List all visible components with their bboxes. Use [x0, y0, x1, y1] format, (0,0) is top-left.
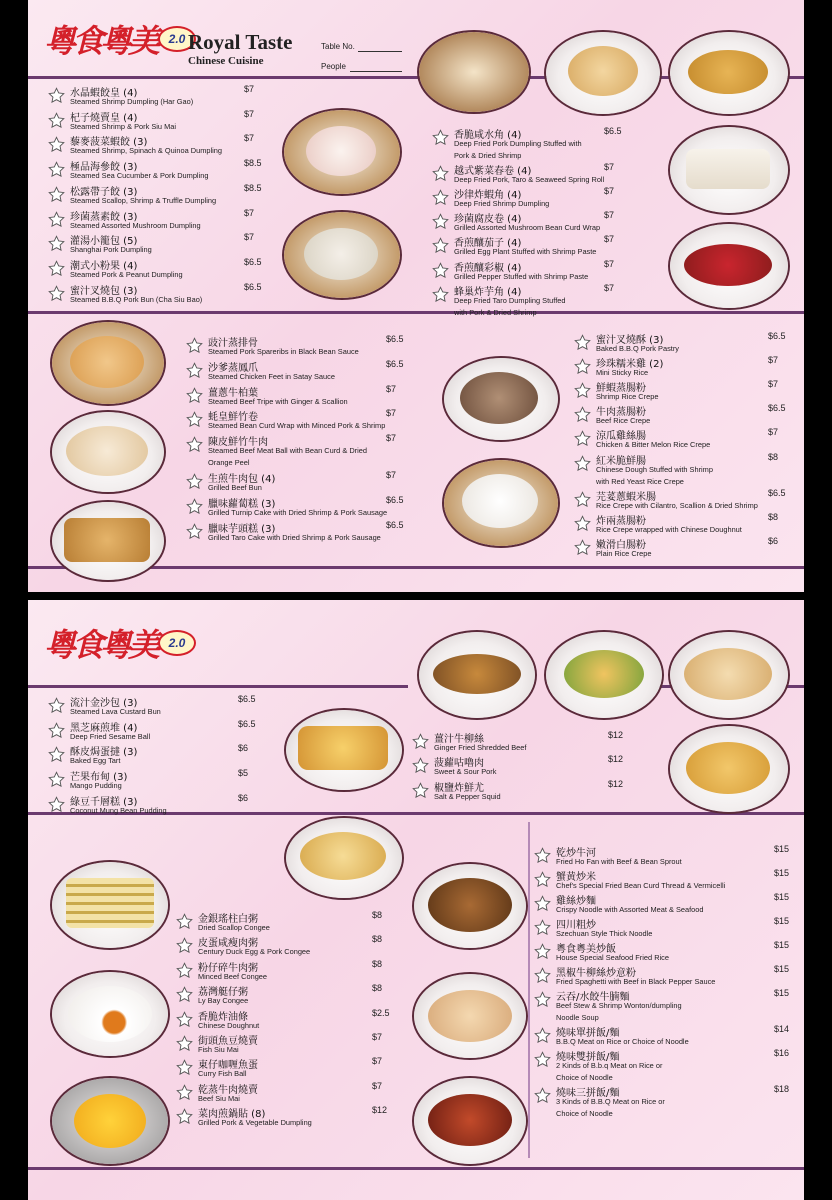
- dish-price: $12: [608, 754, 624, 765]
- dish-price: $7: [244, 207, 255, 218]
- people-label: People: [321, 62, 346, 71]
- dish-name-chinese: 杞子燒賣皇 (4): [70, 112, 138, 124]
- star-outline-icon: [48, 722, 65, 738]
- dish-name-english-line2: Orange Peel: [208, 458, 250, 468]
- dish-name-english: Baked B.B.Q Pork Pastry: [596, 344, 679, 353]
- dish-name-english: Fish Siu Mai: [198, 1045, 239, 1054]
- dish-name-english: 2 Kinds of B.b.q Meat on Rice or: [556, 1061, 663, 1070]
- star-outline-icon: [176, 913, 193, 929]
- food-photo-bbq-pork-buns: [442, 458, 560, 548]
- food-photo-mango-pudding: [50, 1076, 170, 1166]
- dish-price: $7: [604, 258, 615, 269]
- dish-name-english: Steamed Beef Tripe with Ginger & Scallion: [208, 396, 348, 406]
- food-photo-fried-dumplings: [668, 30, 790, 116]
- food-photo-layer-cake: [50, 860, 170, 950]
- food-photo-stuffed-peppers-2: [544, 630, 664, 720]
- star-outline-icon: [534, 1027, 551, 1043]
- food-photo-siu-mai: [50, 320, 166, 406]
- logo-badge: 2.0: [158, 630, 196, 656]
- dish-name-english: Steamed Assorted Mushroom Dumpling: [70, 220, 201, 230]
- dish-name-chinese: 炸兩蒸腸粉: [596, 515, 646, 527]
- dish-name-chinese: 香脆咸水角 (4): [454, 130, 522, 141]
- dish-price: $7: [372, 1032, 383, 1042]
- dish-name-english: Fried Spaghetti with Beef in Black Pepper Sauce: [556, 977, 716, 986]
- dish-name-chinese: 燒味單拼飯/麵: [556, 1028, 620, 1039]
- dish-name-english: Grilled Egg Plant Stuffed with Shrimp Paste: [454, 247, 597, 257]
- dish-price: $6.5: [768, 331, 786, 341]
- star-outline-icon: [48, 235, 65, 251]
- dish-name-english: Baked Egg Tart: [70, 756, 121, 766]
- dish-name-chinese: 乾蒸牛肉燒賣: [198, 1084, 258, 1096]
- star-outline-icon: [534, 871, 551, 887]
- dish-price: $7: [372, 1080, 383, 1091]
- logo-badge: 2.0: [158, 26, 196, 52]
- dish-price: $6.5: [238, 694, 256, 704]
- restaurant-subtitle: Chinese Cuisine: [188, 55, 264, 67]
- food-photo-spring-rolls: [417, 30, 531, 114]
- dish-name-chinese: 生煎牛肉包 (4): [208, 474, 276, 485]
- star-outline-icon: [534, 1051, 551, 1067]
- dish-name-chinese: 薑汁牛柳絲: [434, 734, 484, 745]
- dish-name-chinese: 蚝皇鮮竹卷: [208, 412, 258, 424]
- dish-name-english: Grilled Turnip Cake with Dried Shrimp & Pork Sausage: [208, 507, 388, 517]
- dish-name-chinese: 燒味三拼飯/麵: [556, 1088, 620, 1099]
- food-photo-custard-bun: [50, 970, 170, 1058]
- dish-price: $7: [768, 379, 779, 390]
- dish-name-chinese: 豉汁蒸排骨: [208, 338, 258, 349]
- dish-name-english: Steamed Shrimp, Spinach & Quinoa Dumpling: [70, 146, 222, 156]
- dish-name-chinese: 嫩滑白腸粉: [596, 539, 646, 551]
- dish-name-english: Deep Fried Sesame Ball: [70, 731, 151, 741]
- dish-name-chinese: 金銀瑤柱白粥: [198, 914, 258, 925]
- dish-name-chinese: 四川粗炒: [556, 920, 596, 931]
- dish-name-chinese: 酥皮焗蛋撻 (3): [70, 747, 138, 759]
- dish-name-chinese: 菜肉煎鍋貼 (8): [198, 1109, 266, 1121]
- dish-name-english: Szechuan Style Thick Noodle: [556, 929, 653, 938]
- dish-name-english-line2: with Red Yeast Rice Crepe: [596, 476, 684, 486]
- dish-price: $7: [372, 1056, 383, 1067]
- star-outline-icon: [48, 796, 65, 812]
- dish-name-chinese: 粉仔碎牛肉粥: [198, 962, 258, 974]
- star-outline-icon: [432, 286, 449, 302]
- dish-price: $15: [774, 868, 790, 878]
- dish-name-english: Fried Ho Fan with Beef & Bean Sprout: [556, 857, 682, 866]
- star-outline-icon: [574, 334, 591, 350]
- dish-name-english: Steamed Lava Custard Bun: [70, 707, 161, 716]
- dish-name-english: Plain Rice Crepe: [596, 548, 652, 558]
- dish-name-english: Sweet & Sour Pork: [434, 767, 497, 777]
- star-outline-icon: [176, 986, 193, 1002]
- dish-name-chinese: 云吞/水餃牛腩麵: [556, 992, 630, 1003]
- divider: [28, 685, 408, 688]
- dish-name-chinese: 芒果布甸 (3): [70, 772, 128, 784]
- star-outline-icon: [186, 436, 203, 452]
- dish-price: $15: [774, 892, 790, 902]
- star-outline-icon: [176, 1035, 193, 1051]
- dish-name-english: Chinese Doughnut: [198, 1020, 260, 1030]
- dish-name-english: Ginger Fried Shredded Beef: [434, 743, 527, 752]
- dish-name-english: Grilled Assorted Mushroom Bean Curd Wrap: [454, 223, 601, 233]
- star-outline-icon: [534, 919, 551, 935]
- dish-price: $8: [372, 934, 383, 945]
- dish-name-chinese: 牛肉蒸腸粉: [596, 407, 646, 419]
- dish-name-english: Beef Rice Crepe: [596, 416, 651, 426]
- star-outline-icon: [48, 112, 65, 128]
- dish-name-chinese: 蜜汁叉燒酥 (3): [596, 335, 664, 346]
- dish-name-english: Grilled Pepper Stuffed with Shrimp Paste: [454, 271, 589, 281]
- dish-name-english-line2: with Pork & Dried Shrimp: [454, 307, 537, 317]
- dish-name-english: Steamed Shrimp & Pork Siu Mai: [70, 121, 176, 131]
- star-outline-icon: [48, 771, 65, 787]
- dish-name-english-line2: Pork & Dried Shrimp: [454, 151, 522, 160]
- logo-text: 粵食粵美: [44, 626, 157, 664]
- food-photo-taro-dumplings: [544, 30, 662, 116]
- dish-name-english: Salt & Pepper Squid: [434, 791, 501, 801]
- star-outline-icon: [48, 161, 65, 177]
- dish-name-chinese: 燒味雙拼飯/麵: [556, 1052, 620, 1063]
- dish-name-english: Chef's Special Fried Bean Curd Thread & Vermicelli: [556, 881, 726, 890]
- star-outline-icon: [176, 1108, 193, 1124]
- dish-name-english-line2: Choice of Noodle: [556, 1073, 613, 1082]
- dish-name-chinese: 黑椒牛柳絲炒意粉: [556, 968, 636, 979]
- dish-name-english: Steamed Pork Spareribs in Black Bean Sauce: [208, 347, 359, 356]
- dish-price: $18: [774, 1084, 790, 1094]
- dish-name-english: Crispy Noodle with Assorted Meat & Seafood: [556, 905, 704, 914]
- star-outline-icon: [534, 991, 551, 1007]
- dish-name-chinese: 黑芝麻煎堆 (4): [70, 722, 138, 734]
- dish-name-english: Chinese Dough Stuffed with Shrimp: [596, 464, 713, 474]
- dish-name-english: Shrimp Rice Crepe: [596, 392, 659, 402]
- star-outline-icon: [574, 455, 591, 471]
- dish-price: $7: [604, 234, 615, 245]
- dish-price: $7: [386, 470, 397, 480]
- people-line: [350, 71, 402, 72]
- dish-name-chinese: 椒鹽炸鮮尤: [434, 782, 484, 794]
- dish-price: $6.5: [768, 403, 786, 414]
- star-outline-icon: [176, 1059, 193, 1075]
- star-outline-icon: [432, 213, 449, 229]
- dish-name-chinese: 薑蔥牛柏葉: [208, 387, 258, 399]
- food-photo-har-gao: [282, 108, 402, 196]
- star-outline-icon: [186, 473, 203, 489]
- dish-name-chinese: 臘味芋頭糕 (3): [208, 523, 276, 535]
- dish-name-chinese: 蟹黄炒米: [556, 872, 596, 883]
- dish-name-english: Mango Pudding: [70, 781, 122, 791]
- dish-name-chinese: 灌湯小籠包 (5): [70, 236, 138, 248]
- dish-price: $7: [604, 210, 615, 221]
- dish-name-english-line2: Choice of Noodle: [556, 1109, 613, 1118]
- dish-name-english-line2: Noodle Soup: [556, 1013, 599, 1022]
- dish-price: $6: [238, 792, 249, 803]
- dish-name-english: 3 Kinds of B.B.Q Meat on Rice or: [556, 1097, 665, 1106]
- star-outline-icon: [48, 87, 65, 103]
- star-outline-icon: [48, 746, 65, 762]
- dish-price: $15: [774, 964, 790, 974]
- dish-name-english: House Special Seafood Fried Rice: [556, 953, 669, 962]
- dish-price: $8.5: [244, 158, 262, 169]
- dish-name-chinese: 藜麥菠菜蝦餃 (3): [70, 137, 148, 149]
- dish-price: $5: [238, 768, 249, 779]
- dish-name-english: Steamed B.B.Q Pork Bun (Cha Siu Bao): [70, 294, 203, 304]
- dish-name-english: Ly Bay Congee: [198, 996, 249, 1006]
- star-outline-icon: [48, 211, 65, 227]
- dish-name-chinese: 陳皮鮮竹牛肉: [208, 437, 268, 449]
- dish-name-chinese: 東仔咖喱魚蛋: [198, 1060, 258, 1072]
- dish-name-chinese: 珍珠糯米雞 (2): [596, 359, 664, 371]
- star-outline-icon: [534, 967, 551, 983]
- dish-name-chinese: 水晶蝦餃皇 (4): [70, 88, 138, 99]
- food-photo-sticky-rice: [442, 356, 560, 442]
- star-outline-icon: [186, 362, 203, 378]
- table-number-label: Table No.: [321, 42, 355, 51]
- dish-name-english: Minced Beef Congee: [198, 971, 268, 981]
- dish-name-chinese: 香脆炸油條: [198, 1011, 248, 1023]
- star-outline-icon: [432, 165, 449, 181]
- dish-name-english: Grilled Pork & Vegetable Dumpling: [198, 1118, 312, 1128]
- food-photo-sesame-rolls: [284, 816, 404, 900]
- food-photo-turnip-cake: [50, 500, 166, 582]
- dish-name-english: Grilled Taro Cake with Dried Shrimp & Pork Sausage: [208, 532, 381, 542]
- dish-name-chinese: 雞絲炒麵: [556, 896, 596, 907]
- dish-price: $14: [774, 1024, 790, 1034]
- dish-name-english: Rice Crepe with Cilantro, Scallion & Dried Shrimp: [596, 500, 758, 510]
- dish-price: $2.5: [372, 1007, 390, 1018]
- dish-name-english: B.B.Q Meat on Rice or Choice of Noodle: [556, 1037, 689, 1046]
- dish-price: $6.5: [386, 519, 404, 530]
- dish-price: $6: [238, 743, 249, 754]
- star-outline-icon: [186, 411, 203, 427]
- dish-name-chinese: 紅米脆鮮腸: [596, 455, 646, 467]
- dish-price: $6.5: [244, 256, 262, 267]
- dish-name-chinese: 臘味蘿蔔糕 (3): [208, 498, 276, 510]
- dish-price: $15: [774, 916, 790, 926]
- dish-price: $6.5: [604, 126, 622, 136]
- dish-price: $7: [244, 133, 255, 144]
- food-photo-crispy-rolls: [417, 630, 537, 720]
- dish-price: $12: [372, 1105, 388, 1116]
- star-outline-icon: [412, 757, 429, 773]
- dish-name-english: Dried Scallop Congee: [198, 923, 270, 932]
- dish-price: $7: [604, 282, 615, 293]
- dish-name-english: Shanghai Pork Dumpling: [70, 245, 152, 255]
- star-outline-icon: [186, 337, 203, 353]
- dish-price: $6.5: [386, 358, 404, 369]
- dish-name-chinese: 沙爹蒸鳳爪: [208, 362, 258, 374]
- menu-page-top: [28, 0, 804, 592]
- dish-price: $8: [768, 511, 779, 522]
- dish-price: $8: [768, 451, 779, 462]
- dish-name-chinese: 皮蛋咸瘦肉粥: [198, 938, 258, 950]
- dish-name-chinese: 菠蘿咕嚕肉: [434, 758, 484, 770]
- dish-price: $12: [608, 730, 624, 740]
- dish-name-english: Steamed Bean Curd Wrap with Minced Pork & Shrimp: [208, 421, 386, 431]
- dish-name-chinese: 芫荽蔥蝦米腸: [596, 491, 656, 503]
- restaurant-logo: [44, 620, 196, 666]
- star-outline-icon: [186, 498, 203, 514]
- dish-price: $6: [768, 535, 779, 546]
- dish-name-english: Curry Fish Ball: [198, 1069, 247, 1079]
- star-outline-icon: [186, 523, 203, 539]
- food-photo-fried-noodles: [412, 862, 528, 950]
- dish-name-english: Steamed Chicken Feet in Satay Sauce: [208, 371, 335, 381]
- dish-price: $15: [774, 940, 790, 950]
- star-outline-icon: [186, 387, 203, 403]
- divider: [28, 1167, 804, 1170]
- dish-price: $6.5: [386, 494, 404, 505]
- dish-name-chinese: 沙律炸蝦角 (4): [454, 190, 522, 202]
- star-outline-icon: [48, 697, 65, 713]
- dish-name-chinese: 綠豆千層糕 (3): [70, 796, 138, 808]
- dish-name-english: Century Duck Egg & Pork Congee: [198, 947, 311, 957]
- star-outline-icon: [534, 895, 551, 911]
- dish-name-chinese: 松露帶子餃 (3): [70, 186, 138, 198]
- dish-name-chinese: 流汁金沙包 (3): [70, 698, 138, 709]
- dish-name-english: Steamed Beef Meat Ball with Bean Curd & Dried: [208, 446, 367, 456]
- dish-name-english: Deep Fried Pork Dumpling Stuffed with: [454, 139, 582, 148]
- dish-name-english: Steamed Scallop, Shrimp & Truffle Dumpling: [70, 195, 217, 205]
- food-photo-bbq-meat-rice: [412, 1076, 528, 1166]
- dish-name-english: Coconut Mung Bean Pudding: [70, 805, 167, 815]
- divider-vertical: [528, 822, 530, 1158]
- dish-name-english: Chicken & Bitter Melon Rice Crepe: [596, 440, 711, 450]
- dish-name-english: Steamed Shrimp Dumpling (Har Gao): [70, 97, 194, 106]
- dish-name-chinese: 香煎釀茄子 (4): [454, 238, 522, 250]
- star-outline-icon: [432, 189, 449, 205]
- star-outline-icon: [412, 782, 429, 798]
- dish-name-chinese: 乾炒牛河: [556, 848, 596, 859]
- dish-name-chinese: 荔灣艇仔粥: [198, 987, 248, 999]
- dish-name-english: Deep Fried Taro Dumpling Stuffed: [454, 295, 566, 305]
- dish-name-chinese: 街頭魚豆燒賣: [198, 1036, 258, 1047]
- dish-price: $6.5: [244, 281, 262, 292]
- star-outline-icon: [48, 186, 65, 202]
- dish-price: $8.5: [244, 182, 262, 193]
- star-outline-icon: [432, 129, 449, 145]
- food-photo-stuffed-peppers: [668, 222, 790, 310]
- food-photo-egg-tarts: [284, 708, 404, 792]
- dish-price: $6.5: [238, 718, 256, 729]
- dish-name-english: Beef Stew & Shrimp Wonton/dumpling: [556, 1001, 682, 1010]
- star-outline-icon: [432, 237, 449, 253]
- food-photo-rice-crepe: [668, 125, 790, 215]
- dish-price: $7: [604, 186, 615, 197]
- food-photo-beef-buns: [50, 410, 166, 494]
- star-outline-icon: [574, 358, 591, 374]
- dish-name-english: Grilled Beef Bun: [208, 483, 262, 492]
- dish-price: $7: [244, 84, 255, 94]
- star-outline-icon: [574, 539, 591, 555]
- dish-price: $7: [604, 162, 615, 173]
- table-number-line: [358, 51, 402, 52]
- dish-price: $7: [386, 408, 397, 419]
- restaurant-name: Royal Taste: [188, 30, 293, 54]
- food-photo-fried-shrimp: [668, 724, 790, 814]
- food-photo-wonton-soup: [412, 972, 528, 1060]
- star-outline-icon: [574, 430, 591, 446]
- dish-price: $7: [244, 232, 255, 243]
- dish-name-chinese: 鮮蝦蒸腸粉: [596, 383, 646, 395]
- logo-text: 粵食粵美: [44, 22, 157, 60]
- star-outline-icon: [534, 1087, 551, 1103]
- dish-name-english: Steamed Pork & Peanut Dumpling: [70, 269, 183, 279]
- dish-name-chinese: 珍菌蒸素餃 (3): [70, 211, 138, 223]
- divider: [28, 311, 804, 314]
- dish-name-english: Mini Sticky Rice: [596, 368, 649, 378]
- dish-name-chinese: 珍菌腐皮卷 (4): [454, 214, 522, 226]
- dish-name-chinese: 蜜汁叉燒包 (3): [70, 285, 138, 297]
- dish-price: $15: [774, 988, 790, 998]
- dish-price: $15: [774, 844, 790, 854]
- dish-price: $8: [372, 958, 383, 969]
- dish-price: $7: [386, 383, 397, 394]
- dish-price: $6.5: [768, 487, 786, 498]
- dish-name-chinese: 潮式小粉果 (4): [70, 260, 138, 272]
- star-outline-icon: [534, 943, 551, 959]
- dish-price: $7: [768, 355, 779, 366]
- star-outline-icon: [48, 136, 65, 152]
- star-outline-icon: [176, 962, 193, 978]
- dish-name-english: Deep Fried Pork, Taro & Seaweed Spring Roll: [454, 175, 605, 185]
- dish-name-chinese: 粵食粵美炒飯: [556, 944, 616, 955]
- dish-name-english: Rice Crepe wrapped with Chinese Doughnut: [596, 524, 742, 534]
- food-photo-potstickers: [668, 630, 790, 720]
- dish-name-english: Steamed Sea Cucumber & Pork Dumpling: [70, 171, 209, 181]
- food-photo-steamed-dumplings: [282, 210, 402, 300]
- star-outline-icon: [574, 515, 591, 531]
- dish-name-english: Beef Siu Mai: [198, 1093, 240, 1103]
- star-outline-icon: [176, 1084, 193, 1100]
- dish-price: $6.5: [386, 334, 404, 344]
- star-outline-icon: [534, 847, 551, 863]
- dish-price: $12: [608, 778, 624, 789]
- dish-price: $7: [386, 433, 397, 444]
- star-outline-icon: [432, 262, 449, 278]
- menu-page-bottom: [28, 600, 804, 1200]
- star-outline-icon: [412, 733, 429, 749]
- star-outline-icon: [574, 491, 591, 507]
- restaurant-logo: [44, 16, 196, 62]
- dish-name-chinese: 極品海參餃 (3): [70, 162, 138, 174]
- dish-price: $8: [372, 910, 383, 920]
- star-outline-icon: [574, 382, 591, 398]
- dish-name-english: Deep Fried Shrimp Dumpling: [454, 199, 550, 209]
- dish-name-chinese: 越式紫菜春卷 (4): [454, 166, 532, 178]
- dish-price: $16: [774, 1048, 790, 1058]
- star-outline-icon: [176, 1011, 193, 1027]
- dish-price: $7: [244, 108, 255, 119]
- star-outline-icon: [574, 406, 591, 422]
- dish-name-chinese: 蜂巢炸芋角 (4): [454, 286, 522, 298]
- dish-price: $7: [768, 427, 779, 438]
- star-outline-icon: [176, 937, 193, 953]
- star-outline-icon: [48, 260, 65, 276]
- dish-name-chinese: 香煎釀彩椒 (4): [454, 262, 522, 274]
- dish-name-chinese: 涼瓜雞絲腸: [596, 431, 646, 443]
- star-outline-icon: [48, 285, 65, 301]
- dish-price: $8: [372, 983, 383, 994]
